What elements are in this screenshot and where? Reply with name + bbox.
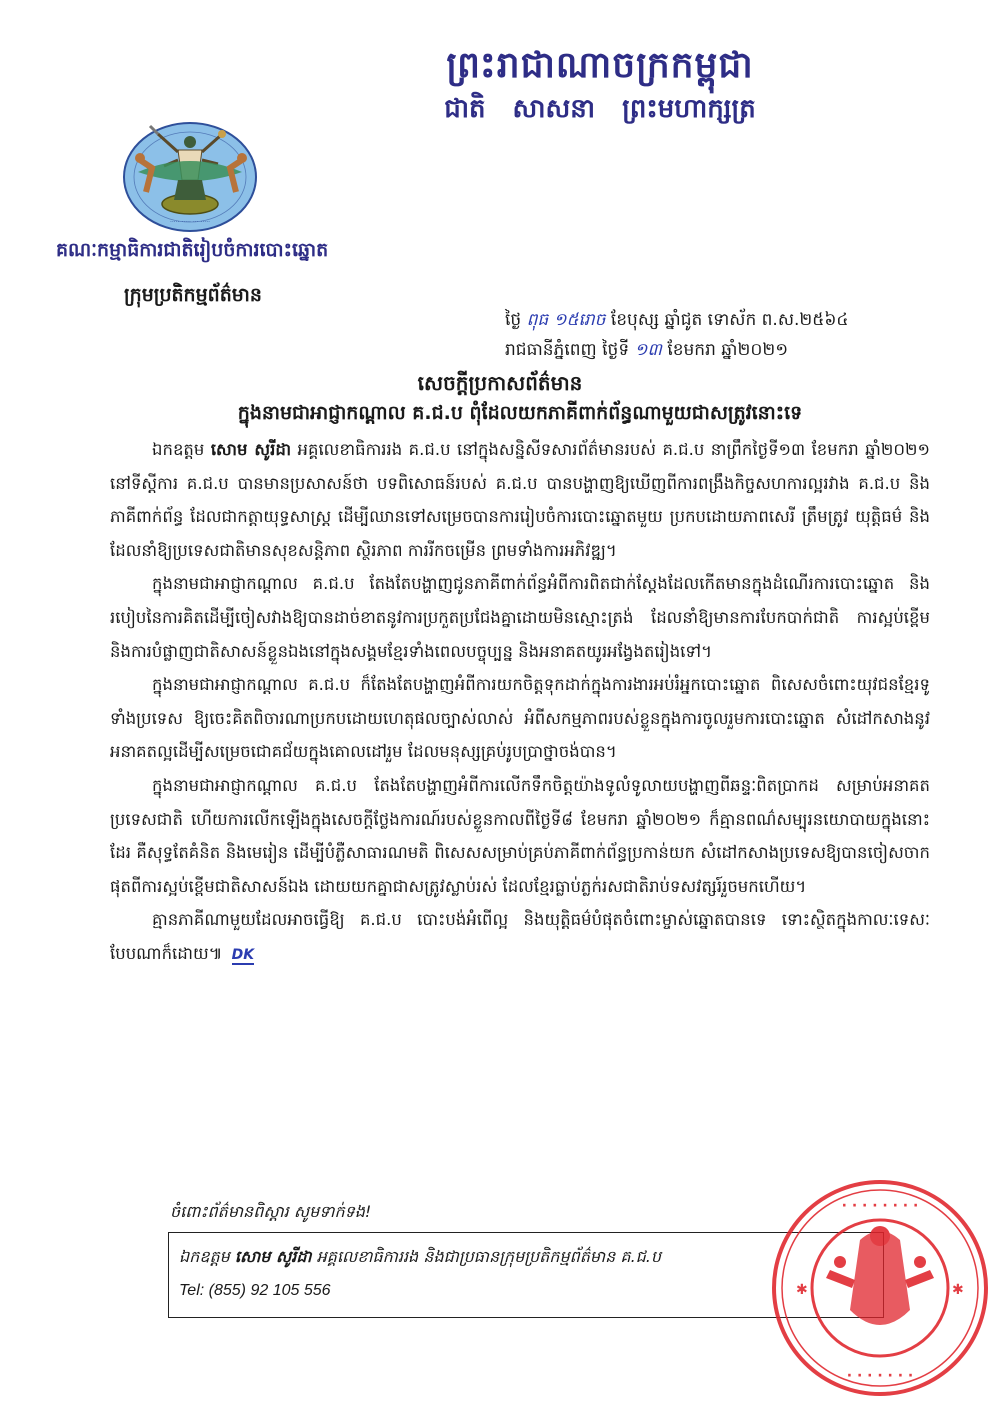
speaker-name: សោម សូរីដា xyxy=(210,440,292,459)
contact-box xyxy=(168,1232,884,1318)
gregorian-date-rest: ខែមករា ឆ្នាំ២០២១ xyxy=(667,340,789,360)
organization-name: គណៈកម្មាធិការជាតិរៀបចំការបោះឆ្នោត xyxy=(56,239,329,261)
contact-honorific: ឯកឧត្តម xyxy=(179,1247,230,1266)
document-body xyxy=(110,433,930,973)
body-paragraph-4: ក្នុងនាមជាអាជ្ញាកណ្តាល គ.ជ.ប តែងតែបង្ហាញអំពីការលើកទឹកចិត្តយ៉ាងទូលំទូលាយបង្ហាញពីឆន្ទៈពិតប្រាកដ សម្រាប់អនាគតប្រទេសជាតិ ហើយការលើកឡើងក្នុងសេចក្តីថ្លែងការណ៍របស់ខ្លួនកាលពីថ្ងៃទី៨ ខែមករា ឆ្នាំ២០២១ ក៏គ្មានពណ៌សម្បុរនយោបាយក្នុងនោះដែរ គឺសុទ្ធតែគំនិត និងមេរៀន ដើម្បីបំភ្លឺសាធារណមតិ ពិសេសសម្រាប់គ្រប់ភាគីពាក់ព័ន្ធប្រកាន់យក សំដៅកសាងប្រទេសឱ្យបានចៀសចាកផុតពីការស្អប់ខ្ពើមជាតិសាសន៍ឯង ដោយយកគ្នាជាសត្រូវស្លាប់រស់ ដែលខ្មែរធ្លាប់ភ្លក់រសជាតិរាប់ទសវត្សរ៍រួចមកហើយ។ xyxy=(110,775,930,896)
body-paragraph-5 xyxy=(110,903,930,972)
svg-text:✱: ✱ xyxy=(952,1282,964,1298)
lunar-date-prefix: ថ្ងៃ xyxy=(505,310,522,330)
honorific: ឯកឧត្តម xyxy=(152,440,205,459)
body-paragraph-2: ក្នុងនាមជាអាជ្ញាកណ្តាល គ.ជ.ប តែងតែបង្ហាញជូនភាគីពាក់ព័ន្ធអំពីការពិតជាក់ស្តែងដែលកើតមានក្នុងដំណើរការបោះឆ្នោត និងរបៀបនៃការគិតដើម្បីចៀសវាងឱ្យបានដាច់ខាតនូវការប្រកួតប្រជែងគ្នាដោយមិនស្មោះត្រង់ ដែលនាំឱ្យមានការបែកបាក់ជាតិ ការស្អប់ខ្ពើម និងការបំផ្លាញជាតិសាសន៍ខ្លួនឯងនៅក្នុងសង្គមខ្មែរទាំងពេលបច្ចុប្បន្ន និងអនាគតយូរអង្វែងតរៀងទៅ។ xyxy=(110,574,930,661)
gregorian-date-prefix: រាជធានីភ្នំពេញ ថ្ងៃទី xyxy=(505,340,630,360)
paragraph-5-text: គ្មានភាគីណាមួយដែលអាចធ្វើឱ្យ គ.ជ.ប បោះបង់អំពើល្អ និងយុត្តិធម៌បំផុតចំពោះម្ចាស់ឆ្នោតបានទេ ទោះស្ថិតក្នុងកាលៈទេសៈបែបណាក៏ដោយ៕ xyxy=(110,910,930,963)
closing-line: ចំពោះព័ត៌មានពិស្តារ សូមទាក់ទង! xyxy=(170,1202,372,1221)
body-paragraph-3: ក្នុងនាមជាអាជ្ញាកណ្តាល គ.ជ.ប ក៏តែងតែបង្ហាញអំពីការយកចិត្តទុកដាក់ក្នុងការងារអប់រំអ្នកបោះឆ្នោត ពិសេសចំពោះយុវជនខ្មែរទូទាំងប្រទេស ឱ្យចេះគិតពិចារណាប្រកបដោយហេតុផលច្បាស់លាស់ អំពីសកម្មភាពរបស់ខ្លួនក្នុងការចូលរួមការបោះឆ្នោត សំដៅកសាងនូវអនាគតល្អដើម្បីសម្រេចជោគជ័យក្នុងគោលដៅរួម ដែលមនុស្សគ្រប់រូបប្រាថ្នាចង់បាន។ xyxy=(110,675,930,762)
svg-text:· · · · · · · ·: · · · · · · · · xyxy=(841,1198,919,1214)
svg-text:· · · · · · ·: · · · · · · · xyxy=(846,1368,914,1384)
paragraph-1-text: អគ្គលេខាធិការរង គ.ជ.ប នៅក្នុងសន្និសីទសារព័ត៌មានរបស់ គ.ជ.ប នាព្រឹកថ្ងៃទី១៣ ខែមករា ឆ្នាំ២០២១ នៅទីស្តីការ គ.ជ.ប បានមានប្រសាសន៍ថា បទពិសោធន៍របស់ គ.ជ.ប បានបង្ហាញឱ្យឃើញពីការពង្រឹងកិច្ចសហការល្អរវាង គ.ជ.ប និងភាគីពាក់ព័ន្ធ ដែលជាកត្តាយុទ្ធសាស្ត្រ ដើម្បីឈានទៅសម្រេចបានការរៀបចំការបោះឆ្នោតមួយ ប្រកបដោយភាពសេរី ត្រឹមត្រូវ យុត្តិធម៌ និងដែលនាំឱ្យប្រទេសជាតិមានសុខសន្តិភាព ស្ថិរភាព ការរីកចម្រើន ព្រមទាំងការអភិវឌ្ឍ។ xyxy=(110,440,930,560)
contact-role: អគ្គលេខាធិការរង និងជាប្រធានក្រុមប្រតិកម្មព័ត៌មាន គ.ជ.ប xyxy=(316,1247,662,1266)
department-name: ក្រុមប្រតិកម្មព័ត៌មាន xyxy=(124,284,262,306)
gregorian-date xyxy=(505,336,945,364)
contact-name-line xyxy=(179,1239,873,1275)
nec-emblem-logo-icon xyxy=(118,120,263,235)
lunar-date xyxy=(505,306,945,334)
national-motto-line2: ជាតិ សាសនា ព្រះមហាក្សត្រ xyxy=(444,94,756,124)
national-motto-line1: ព្រះរាជាណាចក្រកម្ពុជា xyxy=(446,44,754,86)
lunar-date-rest: ខែបុស្ស ឆ្នាំជូត ទោស័ក ព.ស.២៥៦៤ xyxy=(610,310,849,330)
body-paragraph-1 xyxy=(110,433,930,567)
lunar-date-handwritten: ពុធ ១៥រោច xyxy=(526,310,606,330)
gregorian-date-handwritten: ១៣ xyxy=(634,340,662,360)
handwritten-initials: DK xyxy=(231,946,255,963)
contact-name: សោម សូរីដា xyxy=(234,1247,312,1266)
document-title: សេចក្តីប្រកាសព័ត៌មាន xyxy=(417,371,583,395)
svg-text:✱: ✱ xyxy=(796,1282,808,1298)
document-subtitle: ក្នុងនាមជាអាជ្ញាកណ្តាល គ.ជ.ប ពុំដែលយកភាគីពាក់ព័ន្ធណាមួយជាសត្រូវនោះទេ xyxy=(237,402,803,424)
svg-text:····· ····· ··· ·····: ····· ····· ··· ····· xyxy=(169,219,211,226)
contact-phone: Tel: (855) 92 105 556 xyxy=(179,1282,331,1299)
